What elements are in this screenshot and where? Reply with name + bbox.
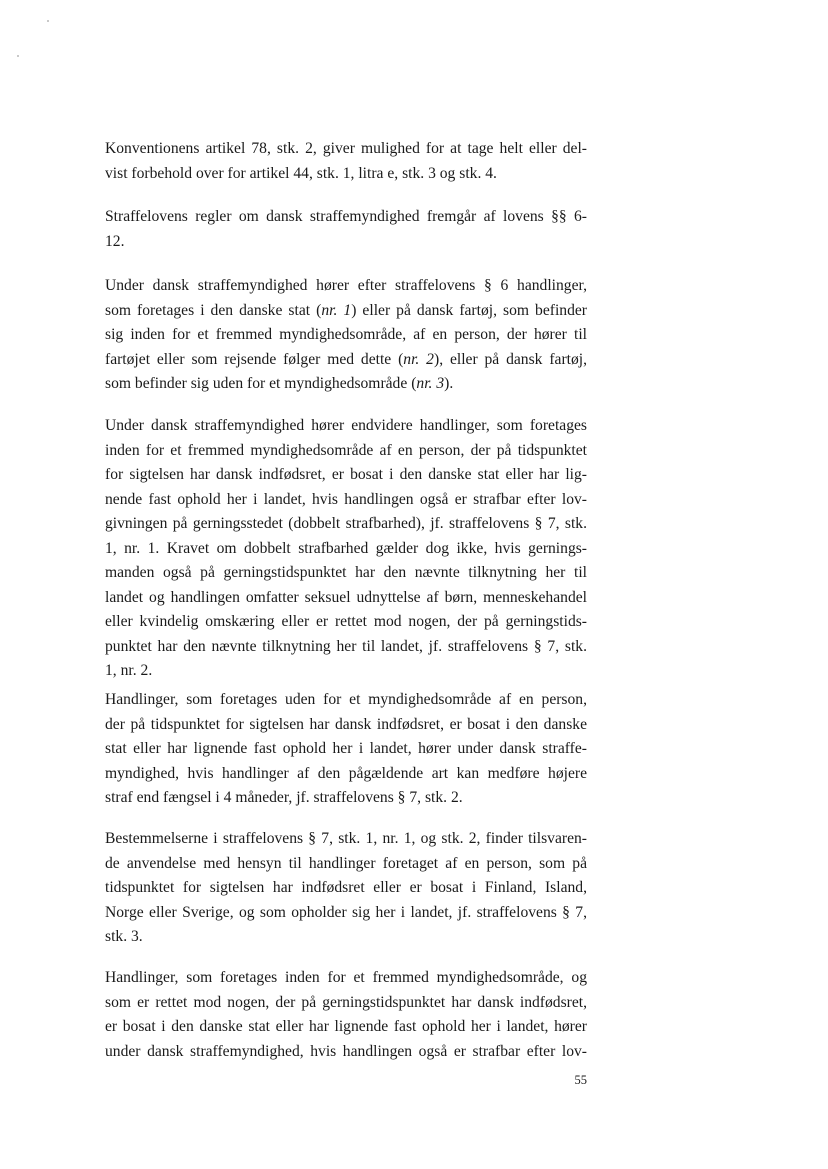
- text-line: fartøjet eller som rejsende følger med dette (nr. 2), eller på dansk fartøj,: [105, 350, 587, 368]
- text-line: er bosat i den danske stat eller har lignende fast ophold her i landet, hører: [105, 1018, 587, 1035]
- paragraph-3: [105, 274, 587, 397]
- text-line: sig inden for et fremmed myndighedsområde, af en person, der hører til: [105, 326, 587, 343]
- text-line: Handlinger, som foretages inden for et fremmed myndighedsområde, og: [105, 969, 587, 986]
- text-line: straf end fængsel i 4 måneder, jf. straffelovens § 7, stk. 2.: [105, 789, 463, 806]
- text-line: nende fast ophold her i landet, hvis handlingen også er strafbar efter lov-: [105, 490, 587, 508]
- text-line: inden for et fremmed myndighedsområde af en person, der på tidspunktet: [105, 441, 587, 459]
- text-line: manden også på gerningstidspunktet har den nævnte tilknytning her til: [105, 564, 587, 581]
- text-line: givningen på gerningsstedet (dobbelt strafbarhed), jf. straffelovens § 7, stk.: [105, 515, 587, 532]
- text-line: punktet har den nævnte tilknytning her til landet, jf. straffelovens § 7, stk.: [105, 637, 587, 655]
- text-line: Straffelovens regler om dansk straffemyndighed fremgår af lovens §§ 6-: [105, 208, 587, 225]
- text-line: eller kvindelig omskæring eller er rettet mod nogen, der på gerningstids-: [105, 613, 587, 630]
- text-line: som befinder sig uden for et myndighedsområde (nr. 3).: [105, 375, 454, 392]
- text-line: Konventionens artikel 78, stk. 2, giver mulighed for at tage helt eller del-: [105, 140, 587, 157]
- paragraph-4: [105, 414, 587, 684]
- scan-speck: [47, 20, 49, 22]
- text-line: 1, nr. 1. Kravet om dobbelt strafbarhed gælder dog ikke, hvis gernings-: [105, 539, 587, 557]
- text-line: stat eller har lignende fast ophold her i landet, hører under dansk straffe-: [105, 740, 587, 757]
- paragraph-2: [105, 205, 587, 254]
- text-line: Bestemmelserne i straffelovens § 7, stk. 1, nr. 1, og stk. 2, finder tilsvaren-: [105, 830, 587, 847]
- scan-speck: [17, 55, 19, 57]
- page-number: 55: [574, 1073, 587, 1087]
- text-line: der på tidspunktet for sigtelsen har dansk indfødsret, er bosat i den danske: [105, 715, 587, 733]
- text-line: 1, nr. 2.: [105, 662, 153, 679]
- text-line: vist forbehold over for artikel 44, stk. 1, litra e, stk. 3 og stk. 4.: [105, 164, 497, 182]
- text-line: Norge eller Sverige, og som opholder sig her i landet, jf. straffelovens § 7,: [105, 903, 587, 921]
- text-line: for sigtelsen har dansk indfødsret, er bosat i den danske stat eller har lig-: [105, 466, 587, 483]
- text-line: de anvendelse med hensyn til handlinger foretaget af en person, som på: [105, 854, 587, 872]
- text-line: Handlinger, som foretages uden for et myndighedsområde af en person,: [105, 691, 587, 708]
- text-line: som er rettet mod nogen, der på gerningstidspunktet har dansk indfødsret,: [105, 993, 587, 1011]
- text-line: Under dansk straffemyndighed hører endvidere handlinger, som foretages: [105, 417, 587, 434]
- text-line: 12.: [105, 232, 125, 250]
- text-line: tidspunktet for sigtelsen har indfødsret eller er bosat i Finland, Island,: [105, 879, 587, 896]
- text-line: under dansk straffemyndighed, hvis handlingen også er strafbar efter lov-: [105, 1042, 587, 1060]
- text-line: stk. 3.: [105, 928, 143, 945]
- text-line: myndighed, hvis handlinger af den pågældende art kan medføre højere: [105, 764, 587, 782]
- paragraph-7: [105, 966, 587, 1064]
- paragraph-6: [105, 827, 587, 950]
- text-line: Under dansk straffemyndighed hører efter straffelovens § 6 handlinger,: [105, 277, 587, 294]
- text-line: landet og handlingen omfatter seksuel udnyttelse af børn, menneskehandel: [105, 588, 587, 606]
- text-line: som foretages i den danske stat (nr. 1) eller på dansk fartøj, som befinder: [105, 301, 587, 319]
- paragraph-1: [105, 137, 587, 186]
- paragraph-5: [105, 688, 587, 811]
